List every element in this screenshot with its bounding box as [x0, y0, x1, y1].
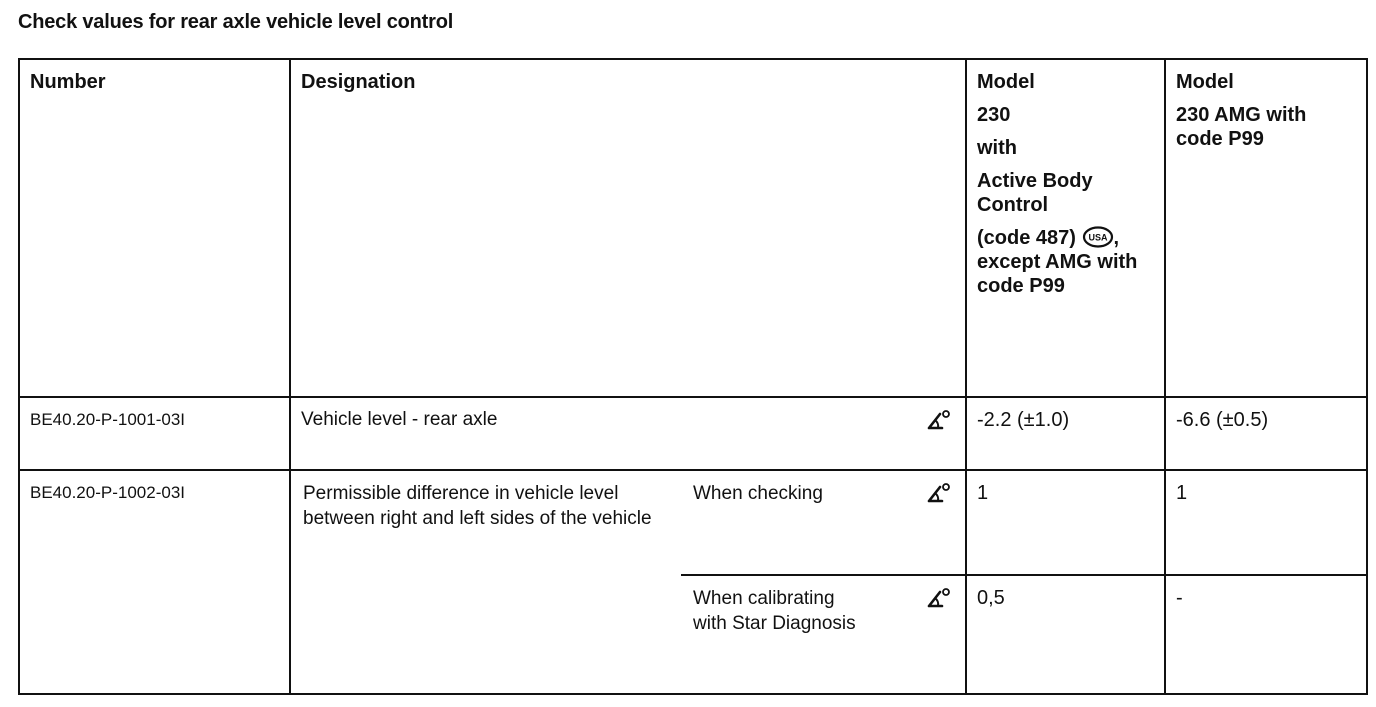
- row-designation-cell: [290, 470, 966, 694]
- header-model-1: [966, 59, 1165, 397]
- value-calibrating: 0,5: [977, 587, 1005, 609]
- model-1-abc: Active Body Control: [977, 170, 1093, 216]
- model-1-code: (code 487) USA ,: [977, 227, 1120, 249]
- model-1-label: Model: [977, 71, 1035, 93]
- value-checking: 1: [967, 471, 1164, 576]
- value-checking: 1: [1166, 471, 1366, 576]
- table-row: [19, 470, 1367, 694]
- model-1-with: with: [977, 137, 1017, 159]
- usa-badge-icon: [1082, 226, 1114, 248]
- row-designation-cell: Vehicle level - rear axle: [290, 397, 966, 470]
- model-1-number: 230: [977, 104, 1011, 126]
- sub-row-checking: When checking: [681, 471, 965, 576]
- model-1-except: except AMG with code P99: [977, 251, 1138, 297]
- table-header-row: [19, 59, 1367, 397]
- model-2-label: Model: [1176, 71, 1234, 93]
- value-calibrating: -: [1176, 587, 1183, 609]
- angle-degree-icon: [925, 481, 951, 505]
- row-number-cell: BE40.20-P-1001-03I: [19, 397, 290, 470]
- designation-text: Permissible difference in vehicle level between right and left sides of the vehicle: [303, 483, 652, 529]
- row-model-1-value: [966, 470, 1165, 694]
- row-model-2-value: -6.6 (±0.5): [1165, 397, 1367, 470]
- row-number-cell: BE40.20-P-1002-03I: [19, 470, 290, 694]
- header-model-2: [1165, 59, 1367, 397]
- header-number: Number: [19, 59, 290, 397]
- page-title: Check values for rear axle vehicle level control: [18, 11, 454, 33]
- table-row: [19, 397, 1367, 470]
- sub-row-calibrating: When calibrating with Star Diagnosis: [681, 576, 965, 642]
- angle-degree-icon: [925, 586, 951, 610]
- row-model-2-value: [1165, 470, 1367, 694]
- angle-degree-icon: [925, 408, 951, 432]
- check-values-table: [18, 58, 1368, 695]
- model-2-variant: 230 AMG with code P99: [1176, 104, 1307, 150]
- row-model-1-value: -2.2 (±1.0): [966, 397, 1165, 470]
- svg-text:USA: USA: [1087, 232, 1108, 243]
- header-designation: Designation: [290, 59, 966, 397]
